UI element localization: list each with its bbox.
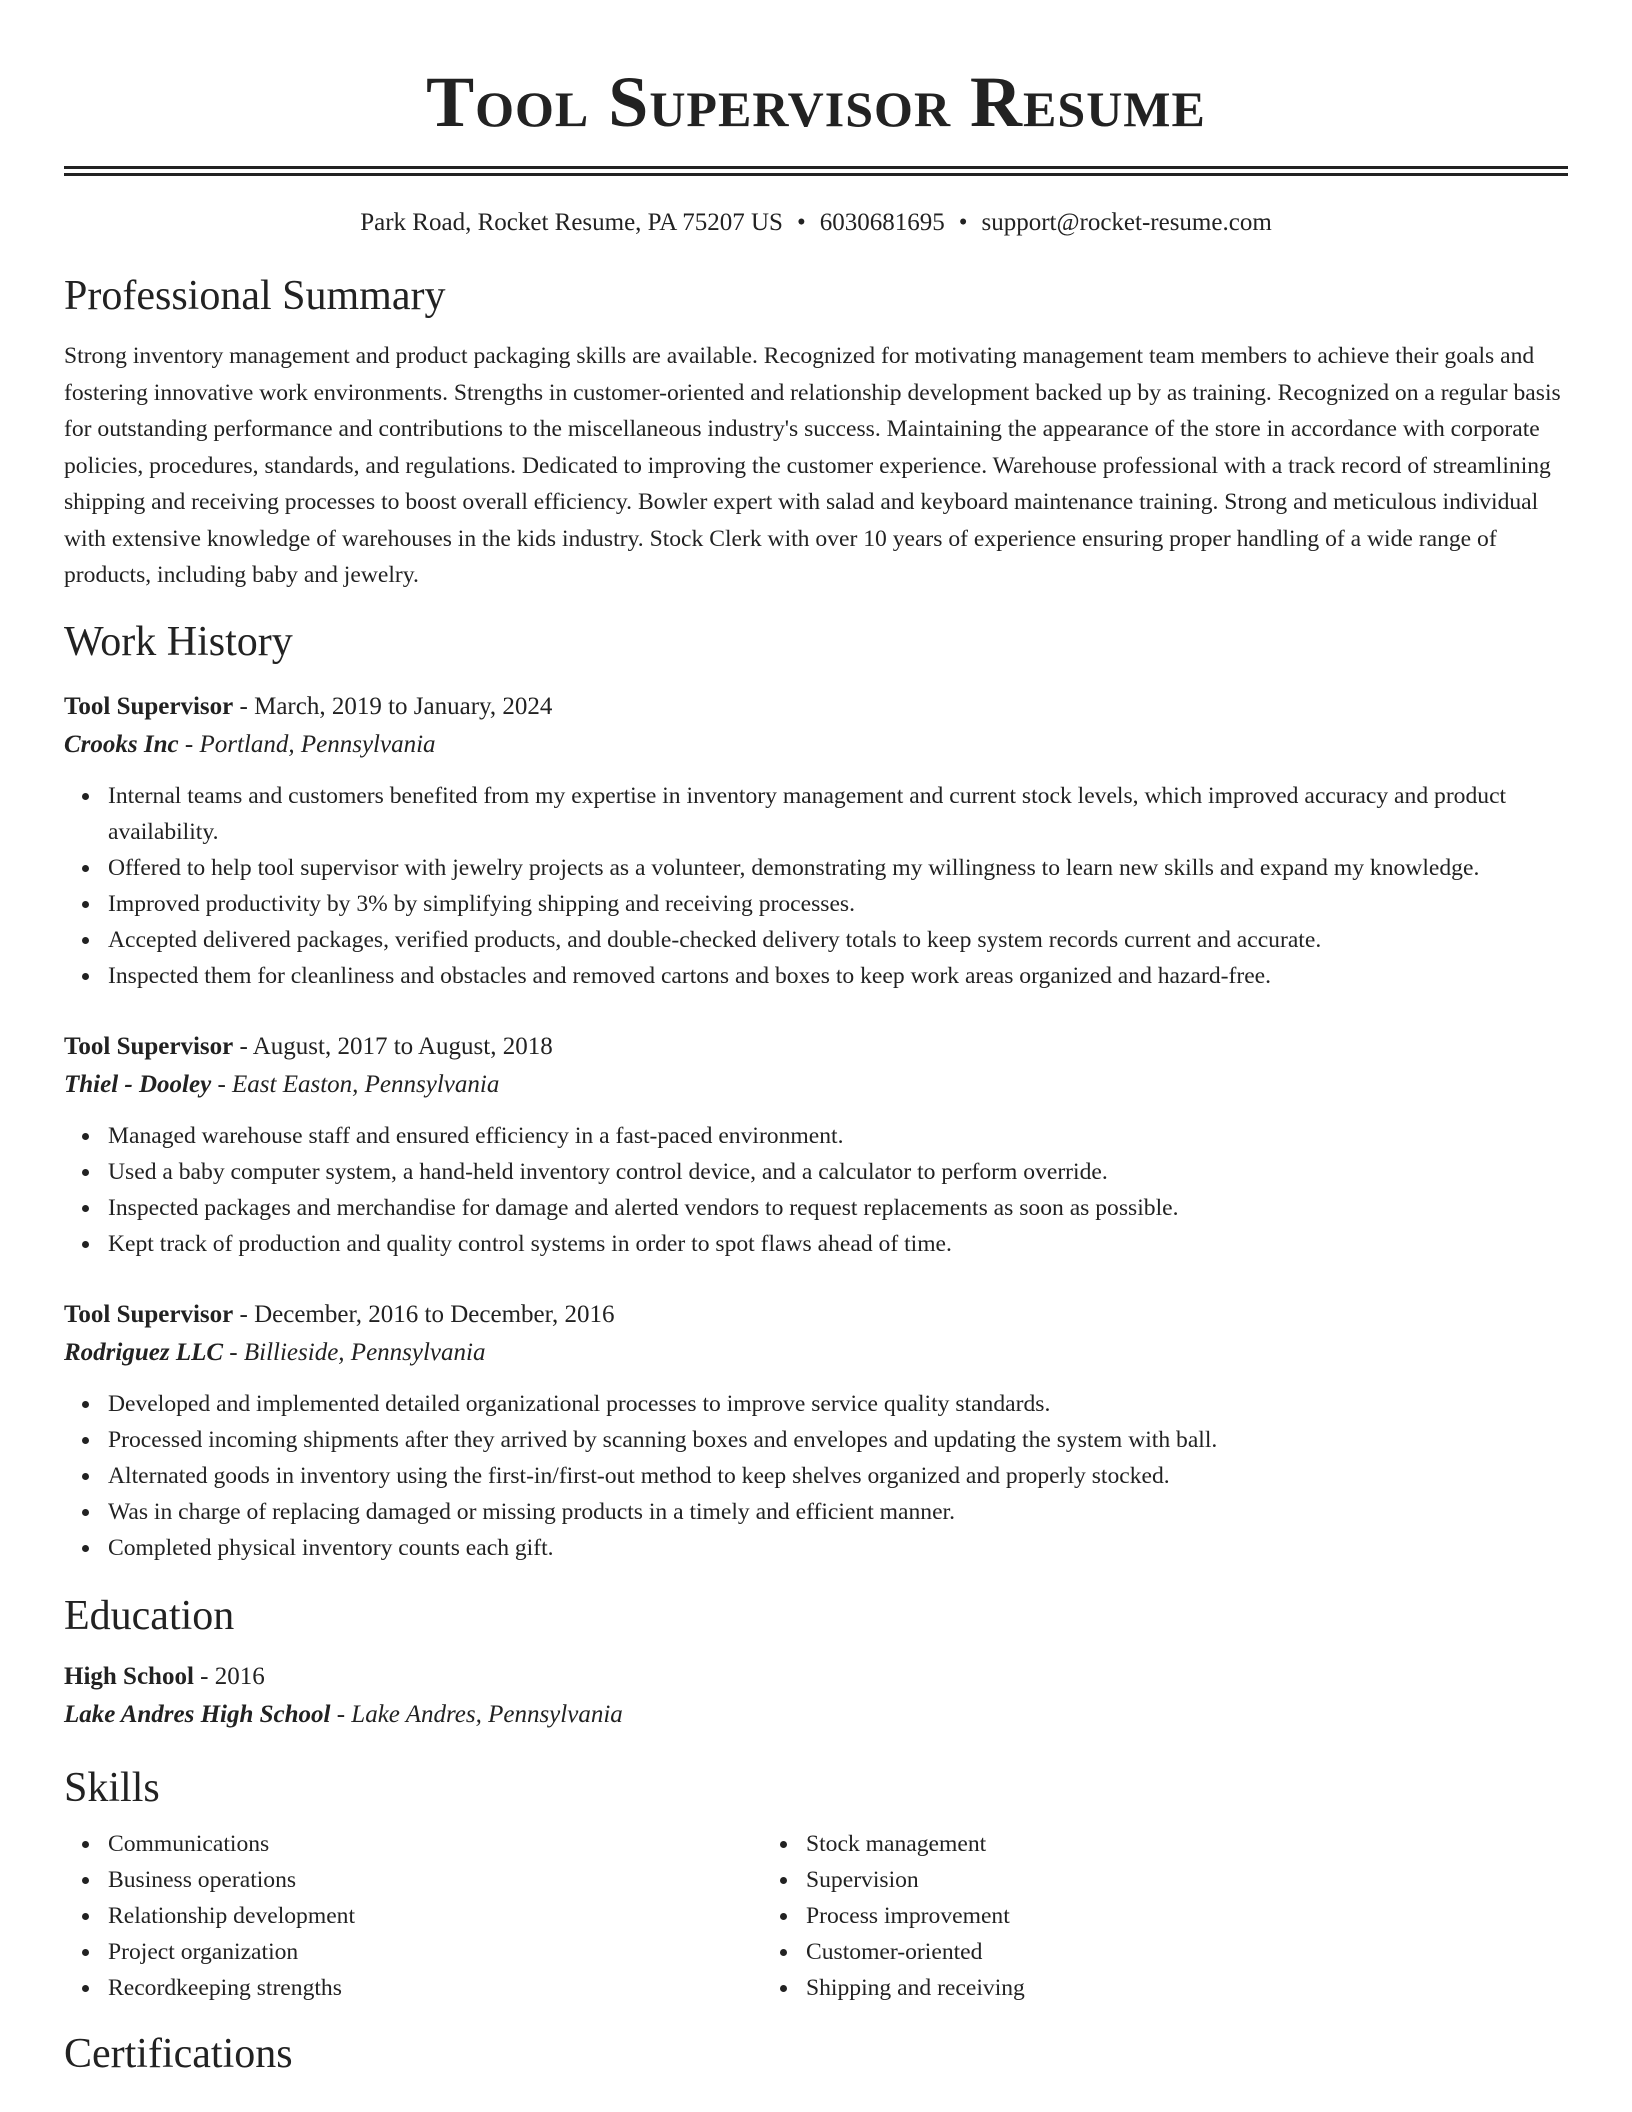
education-section (64, 1590, 1568, 1734)
job-company-line (64, 1334, 1568, 1372)
title-divider (64, 166, 1568, 176)
job-entry (64, 1028, 1568, 1262)
list-item: Offered to help tool supervisor with jewelry projects as a volunteer, demonstrating my willingness to learn new skills and expand my knowledge. (108, 850, 1568, 886)
job-company-line (64, 726, 1568, 764)
summary-text: Strong inventory management and product packaging skills are available. Recognized for motivating management team members to achieve their goals and fostering innovative work environments. Strengths in customer-oriented and relationship development backed up by as training. Recognized on a regular basis for outstanding performance and contributions to the miscellaneous industry's success. Maintaining the appearance of the store in accordance with corporate policies, procedures, standards, and regulations. Dedicated to improving the customer experience. Warehouse professional with a track record of streamlining shipping and receiving processes to boost overall efficiency. Bowler expert with salad and keyboard maintenance training. Strong and meticulous individual with extensive knowledge of warehouses in the kids industry. Stock Clerk with over 10 years of experience ensuring proper handling of a wide range of products, including baby and jewelry. (64, 343, 1561, 588)
contact-phone: 6030681695 (819, 209, 945, 236)
education-heading: Education (64, 1592, 235, 1639)
list-item: Managed warehouse staff and ensured efficiency in a fast-paced environment. (108, 1118, 1568, 1154)
school-name: Lake Andres High School (64, 1700, 331, 1728)
summary-section (64, 270, 1568, 594)
skill-item: Recordkeeping strengths (108, 1970, 762, 2006)
list-item: Kept track of production and quality control systems in order to spot flaws ahead of time. (108, 1226, 1568, 1262)
certifications-section (64, 2028, 1568, 2080)
job-title-line (64, 1028, 1568, 1066)
contact-separator: • (796, 209, 806, 236)
skills-columns (64, 1826, 1568, 2006)
list-item: Used a baby computer system, a hand-held inventory control device, and a calculator to perform override. (108, 1154, 1568, 1190)
job-bullets (64, 1118, 1568, 1262)
job-company: Rodriguez LLC (64, 1338, 224, 1366)
job-dates: - December, 2016 to December, 2016 (233, 1300, 615, 1328)
list-item: Internal teams and customers benefited from my expertise in inventory management and current stock levels, which improved accuracy and product availability. (108, 778, 1568, 850)
job-location: - Billieside, Pennsylvania (223, 1338, 486, 1366)
list-item: Accepted delivered packages, verified products, and double-checked delivery totals to keep system records current and accurate. (108, 922, 1568, 958)
job-bullets (64, 1386, 1568, 1566)
job-dates: - August, 2017 to August, 2018 (233, 1032, 553, 1060)
degree-year: - 2016 (193, 1662, 265, 1690)
skill-item: Communications (108, 1826, 762, 1862)
job-title: Tool Supervisor (64, 1032, 234, 1060)
job-location: - Portland, Pennsylvania (178, 730, 436, 758)
skills-section (64, 1762, 1568, 2006)
list-item: Inspected them for cleanliness and obstacles and removed cartons and boxes to keep work areas organized and hazard-free. (108, 958, 1568, 994)
job-dates: - March, 2019 to January, 2024 (233, 692, 553, 720)
job-title-line (64, 688, 1568, 726)
job-title-line (64, 1296, 1568, 1334)
skills-heading: Skills (64, 1764, 160, 1811)
job-entry (64, 688, 1568, 994)
skills-right-column (762, 1826, 1522, 2006)
job-bullets (64, 778, 1568, 994)
degree-line (64, 1658, 1568, 1696)
job-location: - East Easton, Pennsylvania (211, 1070, 500, 1098)
education-entry (64, 1658, 1568, 1734)
resume-page (64, 0, 1568, 2080)
work-history-heading: Work History (64, 618, 293, 665)
contact-address: Park Road, Rocket Resume, PA 75207 US (360, 209, 783, 236)
job-company-line (64, 1066, 1568, 1104)
list-item: Completed physical inventory counts each gift. (108, 1530, 1568, 1566)
skill-item: Process improvement (806, 1898, 1522, 1934)
list-item: Alternated goods in inventory using the first-in/first-out method to keep shelves organized and properly stocked. (108, 1458, 1568, 1494)
list-item: Developed and implemented detailed organizational processes to improve service quality standards. (108, 1386, 1568, 1422)
school-line (64, 1696, 1568, 1734)
summary-heading: Professional Summary (64, 273, 446, 319)
resume-title: Tool Supervisor Resume (426, 62, 1206, 142)
list-item: Processed incoming shipments after they arrived by scanning boxes and envelopes and updating the system with ball. (108, 1422, 1568, 1458)
work-history-section (64, 616, 1568, 1566)
skill-item: Business operations (108, 1862, 762, 1898)
list-item: Improved productivity by 3% by simplifying shipping and receiving processes. (108, 886, 1568, 922)
skill-item: Customer-oriented (806, 1934, 1522, 1970)
list-item: Was in charge of replacing damaged or missing products in a timely and efficient manner. (108, 1494, 1568, 1530)
job-company: Thiel - Dooley (64, 1070, 212, 1098)
skill-item: Relationship development (108, 1898, 762, 1934)
contact-line (64, 206, 1568, 240)
school-location: - Lake Andres, Pennsylvania (330, 1700, 623, 1728)
contact-email: support@rocket-resume.com (981, 209, 1272, 236)
job-title: Tool Supervisor (64, 692, 234, 720)
certifications-heading: Certifications (64, 2030, 293, 2077)
skill-item: Stock management (806, 1826, 1522, 1862)
job-entry (64, 1296, 1568, 1566)
skill-item: Shipping and receiving (806, 1970, 1522, 2006)
degree: High School (64, 1662, 194, 1690)
skill-item: Project organization (108, 1934, 762, 1970)
skill-item: Supervision (806, 1862, 1522, 1898)
job-title: Tool Supervisor (64, 1300, 234, 1328)
list-item: Inspected packages and merchandise for damage and alerted vendors to request replacements as soon as possible. (108, 1190, 1568, 1226)
skills-left-column (64, 1826, 762, 2006)
job-company: Crooks Inc (64, 730, 179, 758)
contact-separator: • (958, 209, 968, 236)
